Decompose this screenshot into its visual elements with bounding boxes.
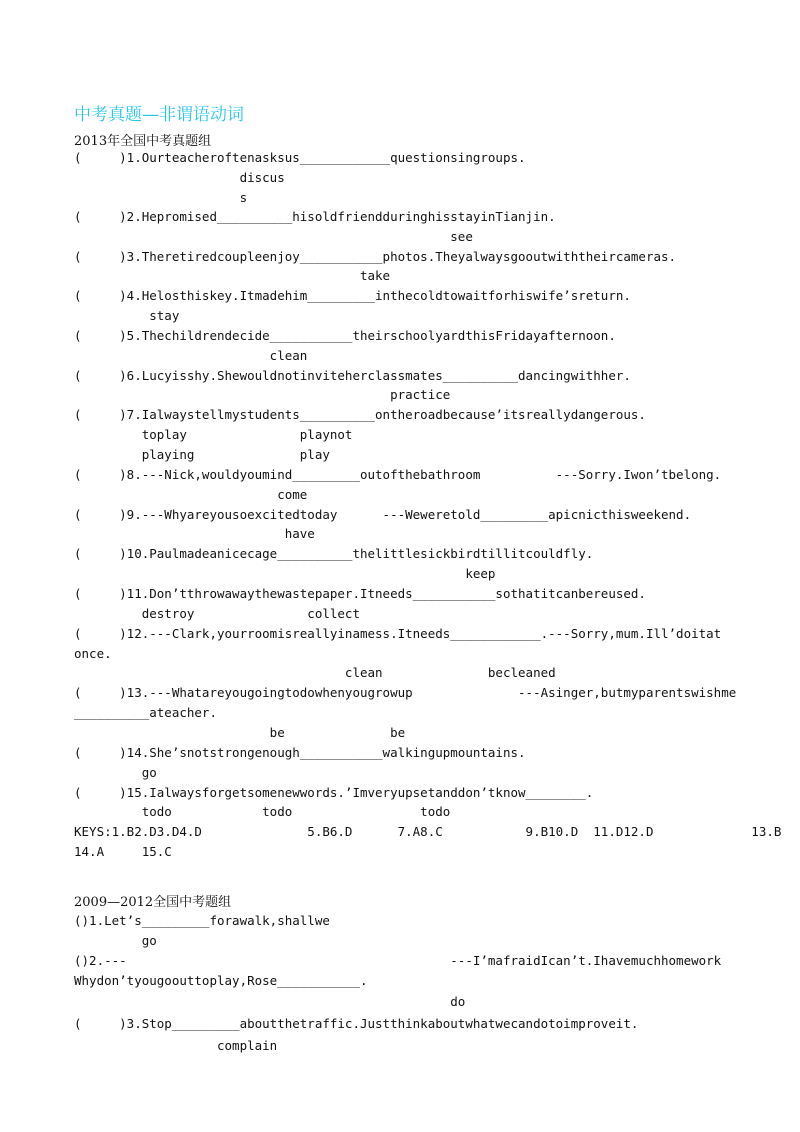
option-line: have bbox=[74, 526, 315, 541]
option-line: clean becleaned bbox=[74, 665, 556, 680]
option-line: playing play bbox=[74, 447, 330, 462]
section-heading-2013: 2013年全国中考真题组 bbox=[74, 134, 212, 149]
option-line: take bbox=[74, 268, 391, 283]
question-5: ( )5.Thechildrendecide___________theirschoolyardthisFridayafternoon. bbox=[74, 328, 616, 343]
question-2: ( )2.Hepromised__________hisoldfriendduringhisstayinTianjin. bbox=[74, 209, 556, 224]
question-12-continued: once. bbox=[74, 646, 112, 661]
question-1: ( )1.Ourteacheroftenasksus____________questionsingroups. bbox=[74, 150, 526, 165]
question-6: ( )6.Lucyisshy.Shewouldnotinviteherclassmates__________dancingwithher. bbox=[74, 368, 631, 383]
question-15: ( )15.Ialwaysforgetsomenewwords.’Imveryupsetanddon’tknow________. bbox=[74, 785, 594, 800]
question-13: ( )13.---Whatareyougoingtodowhenyougrowup ---Asinger,butmyparentswishme bbox=[74, 685, 737, 700]
page-title: 中考真题—非谓语动词 bbox=[74, 105, 244, 125]
option-line: destroy collect bbox=[74, 606, 360, 621]
option-line: stay bbox=[74, 308, 180, 323]
option-line: toplay playnot bbox=[74, 427, 353, 442]
answer-keys: KEYS:1.B2.D3.D4.D 5.B6.D 7.A8.C 9.B10.D 11.D12.D 13.B bbox=[74, 824, 782, 839]
option-line: go bbox=[74, 765, 157, 780]
question-2: ()2.--- ---I’mafraidIcan’t.Ihavemuchhomework bbox=[74, 953, 722, 968]
option-line: do bbox=[74, 994, 466, 1009]
option-line: complain bbox=[74, 1038, 278, 1053]
option-line: come bbox=[74, 487, 308, 502]
question-9: ( )9.---Whyareyousoexcitedtoday ---Weweretold_________apicnicthisweekend. bbox=[74, 507, 692, 522]
option-line: discus bbox=[74, 170, 285, 185]
question-3: ( )3.Stop_________aboutthetraffic.Justthinkaboutwhatwecandotoimproveit. bbox=[74, 1016, 639, 1031]
option-line: be be bbox=[74, 725, 406, 740]
question-4: ( )4.Helosthiskey.Itmadehim_________inthecoldtowaitforhiswife’sreturn. bbox=[74, 288, 631, 303]
option-line: keep bbox=[74, 566, 496, 581]
section-heading-2009-2012: 2009—2012全国中考题组 bbox=[74, 895, 232, 910]
option-line: go bbox=[74, 933, 157, 948]
question-7: ( )7.Ialwaystellmystudents__________ontheroadbecause’itsreallydangerous. bbox=[74, 407, 646, 422]
option-line: todo todo todo bbox=[74, 804, 451, 819]
option-line: see bbox=[74, 229, 473, 244]
question-10: ( )10.Paulmadeanicecage__________thelittlesickbirdtillitcouldfly. bbox=[74, 546, 594, 561]
answer-keys-continued: 14.A 15.C bbox=[74, 844, 172, 859]
question-13-continued: __________ateacher. bbox=[74, 705, 217, 720]
option-line: s bbox=[74, 190, 248, 205]
option-line: clean bbox=[74, 348, 308, 363]
question-8: ( )8.---Nick,wouldyoumind_________outofthebathroom ---Sorry.Iwon’tbelong. bbox=[74, 467, 722, 482]
question-3: ( )3.Theretiredcoupleenjoy___________photos.Theyalwaysgooutwiththeircameras. bbox=[74, 249, 677, 264]
question-1: ()1.Let’s_________forawalk,shallwe bbox=[74, 913, 330, 928]
question-12: ( )12.---Clark,yourroomisreallyinamess.Itneeds____________.---Sorry,mum.Ill’doitat bbox=[74, 626, 722, 641]
option-line: practice bbox=[74, 387, 451, 402]
question-2-continued: Whydon’tyougoouttoplay,Rose___________. bbox=[74, 973, 368, 988]
question-11: ( )11.Don’tthrowawaythewastepaper.Itneeds___________sothatitcanbereused. bbox=[74, 586, 646, 601]
question-14: ( )14.She’snotstrongenough___________walkingupmountains. bbox=[74, 745, 526, 760]
